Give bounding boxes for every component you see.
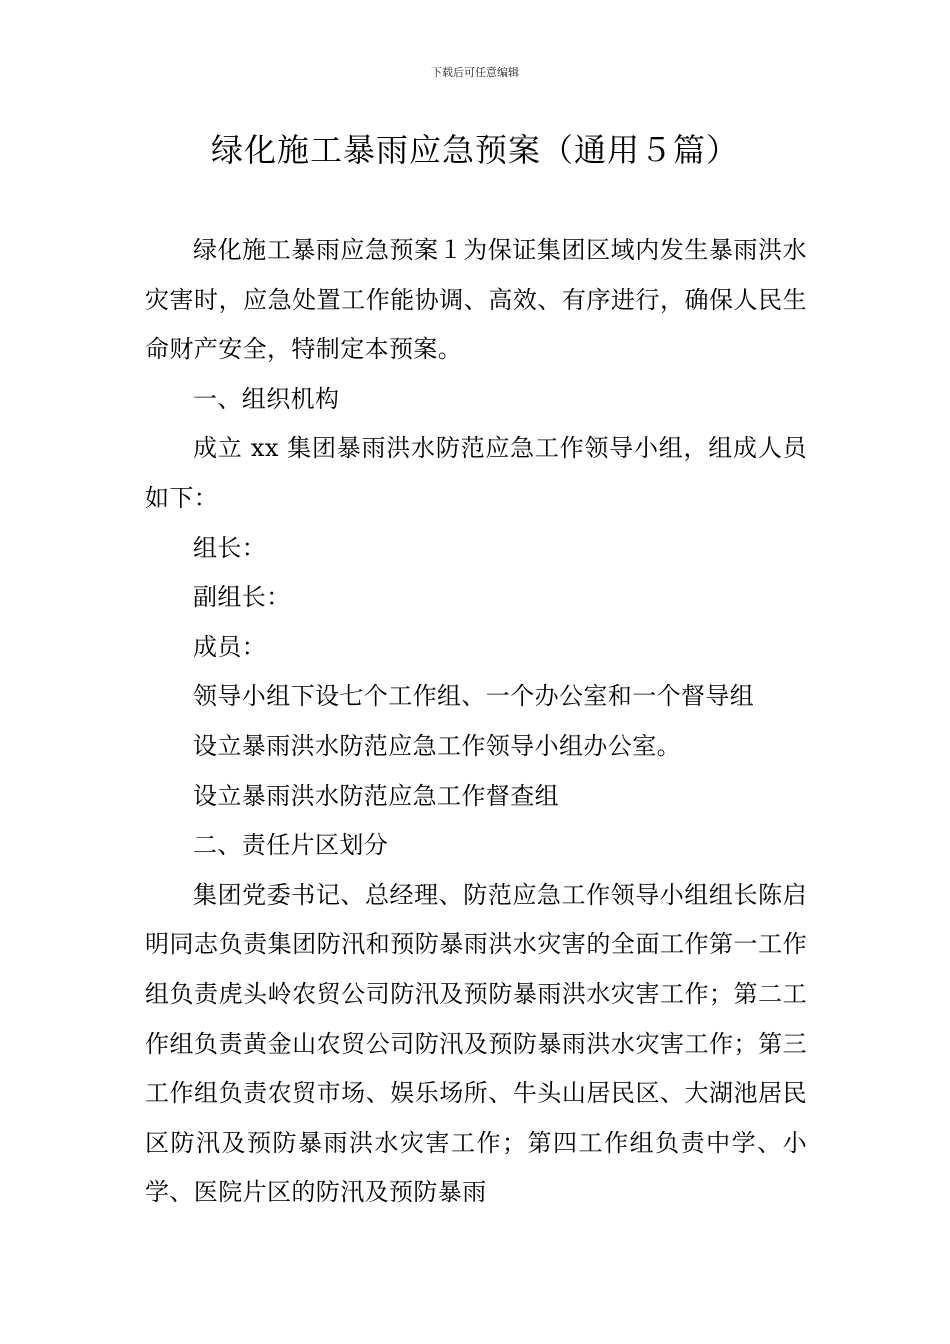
paragraph-inspection-group: 设立暴雨洪水防范应急工作督查组 bbox=[193, 781, 559, 810]
document-title: 绿化施工暴雨应急预案（通用５篇） bbox=[210, 131, 739, 169]
section-heading-zones: 二、责任片区划分 bbox=[193, 831, 389, 860]
header-note: 下载后可任意编辑 bbox=[431, 66, 519, 79]
paragraph-work-groups: 领导小组下设七个工作组、一个办公室和一个督导组 bbox=[193, 682, 755, 711]
paragraph-leader: 组长： bbox=[193, 533, 267, 562]
paragraph-deputy-leader: 副组长： bbox=[193, 583, 291, 612]
paragraph-group-setup: 成立 xx 集团暴雨洪水防范应急工作领导小组，组成人员如下： bbox=[145, 434, 807, 512]
paragraph-members: 成员： bbox=[193, 632, 267, 661]
paragraph-office: 设立暴雨洪水防范应急工作领导小组办公室。 bbox=[193, 731, 681, 760]
section-heading-organization: 一、组织机构 bbox=[193, 384, 340, 413]
paragraph-zone-responsibilities: 集团党委书记、总经理、防范应急工作领导小组组长陈启明同志负责集团防汛和预防暴雨洪水灾害的全面工作第一工作组负责虎头岭农贸公司防汛及预防暴雨洪水灾害工作；第二工作组负责黄金山农贸公司防汛及预防暴雨洪水灾害工作；第三工作组负责农贸市场、娱乐场所、牛头山居民区、大湖池居民区防汛及预防暴雨洪水灾害工作；第四工作组负责中学、小学、医院片区的防汛及预防暴雨 bbox=[145, 880, 807, 1207]
document-body bbox=[145, 226, 807, 1218]
paragraph-intro: 绿化施工暴雨应急预案１为保证集团区域内发生暴雨洪水灾害时，应急处置工作能协调、高效、有序进行，确保人民生命财产安全，特制定本预案。 bbox=[145, 236, 807, 364]
